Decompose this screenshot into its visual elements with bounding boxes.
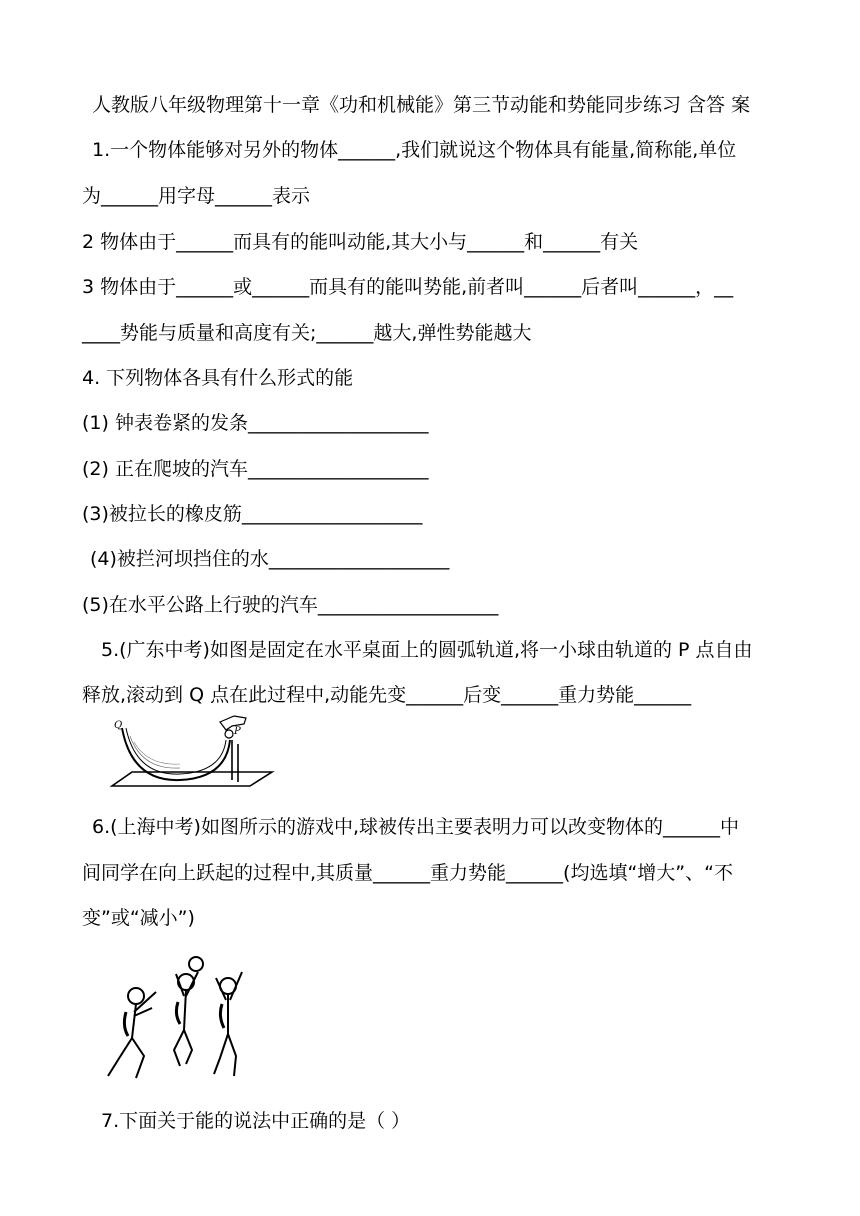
question-4-item-5: (5)在水平公路上行驶的汽车___________________ xyxy=(82,594,499,616)
ball-icon xyxy=(189,957,203,971)
label-q: Q xyxy=(114,720,123,731)
question-1-line-2: 为______用字母______表示 xyxy=(82,185,311,207)
hand-icon xyxy=(220,716,246,730)
question-4-stem: 4. 下列物体各具有什么形式的能 xyxy=(82,367,354,389)
question-4-item-4: (4)被拦河坝挡住的水___________________ xyxy=(90,548,450,570)
question-6-line-3: 变”或“减小”) xyxy=(82,907,195,929)
question-4-item-3: (3)被拉长的橡皮筋___________________ xyxy=(82,503,423,525)
question-7: 7.下面关于能的说法中正确的是（ ） xyxy=(101,1110,411,1132)
arc-track-figure xyxy=(108,712,278,800)
question-6-line-1: 6.(上海中考)如图所示的游戏中,球被传出主要表明力可以改变物体的______中 xyxy=(92,816,739,838)
question-1-line-1: 1.一个物体能够对另外的物体______,我们就说这个物体具有能量,简称能,单位 xyxy=(92,139,737,161)
ball-game-figure xyxy=(96,952,256,1084)
label-p: P xyxy=(234,726,241,737)
question-6-line-2: 间同学在向上跃起的过程中,其质量______重力势能______(均选填“增大”、“不 xyxy=(82,862,733,884)
student-middle xyxy=(174,957,203,1066)
question-3-line-1: 3 物体由于______或______而具有的能叫势能,前者叫______后者叫______，__ xyxy=(82,276,734,298)
document-title: 人教版八年级物理第十一章《功和机械能》第三节动能和势能同步练习 含答 案 xyxy=(92,94,751,116)
question-3-line-2: ____势能与质量和高度有关;______越大,弹性势能越大 xyxy=(82,322,532,344)
student-left xyxy=(108,988,156,1078)
student-right xyxy=(214,972,242,1076)
question-5-line-1: 5.(广东中考)如图是固定在水平桌面上的圆弧轨道,将一小球由轨道的 P 点自由 xyxy=(101,639,753,661)
question-4-item-2: (2) 正在爬坡的汽车___________________ xyxy=(82,458,429,480)
question-4-item-1: (1) 钟表卷紧的发条___________________ xyxy=(82,412,429,434)
question-5-line-2: 释放,滚动到 Q 点在此过程中,动能先变______后变______重力势能______ xyxy=(82,684,692,706)
question-2: 2 物体由于______而具有的能叫动能,其大小与______和______有关 xyxy=(82,231,639,253)
ball-icon xyxy=(225,730,233,738)
